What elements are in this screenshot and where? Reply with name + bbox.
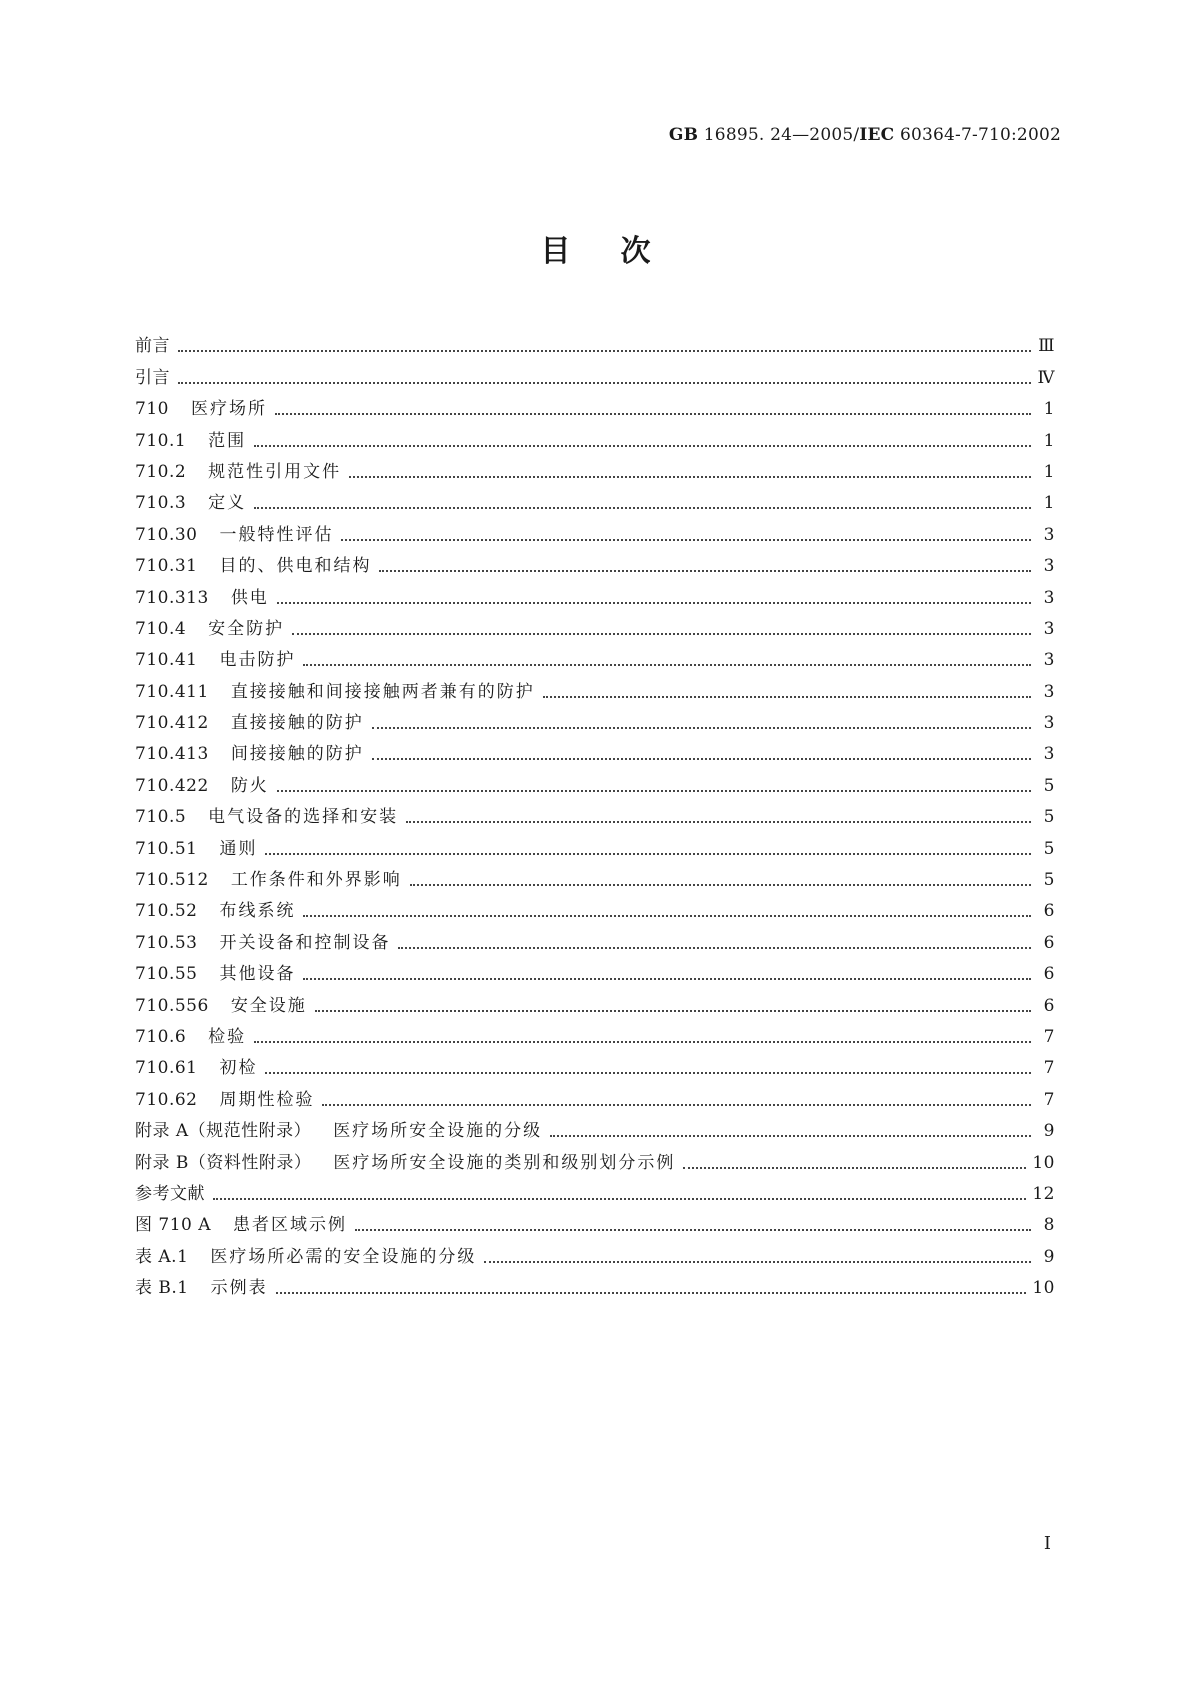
toc-entry[interactable] [135,609,1055,640]
toc-entry-label: 电气设备的选择和安装 [208,807,399,828]
toc-entry-number: 710.512 [135,870,209,891]
toc-leader-dots [303,977,1031,980]
toc-entry-page: 3 [1043,618,1055,639]
toc-leader-dots [355,1228,1031,1231]
toc-entry[interactable] [135,1205,1055,1236]
toc-leader-dots [292,632,1031,635]
toc-entry-label: 直接接触和间接接触两者兼有的防护 [230,681,535,702]
toc-entry-label: 目的、供电和结构 [219,556,372,577]
toc-entry-number: 附录 A（规范性附录） [135,1121,312,1142]
toc-entry[interactable] [135,1017,1055,1048]
toc-entry-label: 医疗场所 [190,399,267,420]
standard-code [669,125,1061,145]
page-title: 目次 [540,234,701,269]
toc-leader-dots [315,1009,1031,1012]
toc-leader-dots [372,757,1031,760]
toc-entry-label: 通则 [219,838,258,859]
toc-entry-number: 710.313 [135,587,209,608]
toc-entry-number: 710.53 [135,932,198,953]
toc-entry-label: 医疗场所安全设施的类别和级别划分示例 [333,1152,676,1173]
toc-entry-label: 布线系统 [219,901,296,922]
code-number: 16895. 24—2005/ [698,125,860,145]
toc-entry-label: 检验 [208,1026,247,1047]
page-number: I [1043,1533,1051,1554]
toc-entry-page: 3 [1043,556,1055,577]
toc-entry-number: 表 A.1 [135,1246,189,1267]
toc-entry-label: 周期性检验 [219,1089,315,1110]
toc-leader-dots [372,726,1031,729]
toc-entry-page: 1 [1043,399,1055,420]
toc-entry[interactable] [135,452,1055,483]
toc-entry-page: 8 [1043,1215,1055,1236]
toc-entry-page: 1 [1043,493,1055,514]
toc-entry-page: 7 [1043,1026,1055,1047]
toc-entry-label: 安全防护 [208,618,285,639]
toc-leader-dots [275,412,1031,415]
toc-entry-number: 710.422 [135,775,209,796]
toc-entry-page: 5 [1043,807,1055,828]
toc-entry[interactable] [135,985,1055,1016]
toc-entry[interactable] [135,1236,1055,1267]
toc-entry-label: 直接接触的防护 [230,713,364,734]
toc-entry-number: 引言 [135,367,170,388]
toc-entry[interactable] [135,734,1055,765]
toc-entry-number: 710.1 [135,430,187,451]
toc-entry-number: 710.4 [135,618,187,639]
toc-entry[interactable] [135,765,1055,796]
toc-entry-label: 工作条件和外界影响 [230,870,402,891]
toc-entry-label: 规范性引用文件 [208,461,342,482]
toc-leader-dots [341,538,1031,541]
toc-entry-label: 安全设施 [230,995,307,1016]
toc-entry-number: 710.52 [135,901,198,922]
toc-entry[interactable] [135,1079,1055,1110]
toc-leader-dots [303,914,1031,917]
toc-entry-page: Ⅲ [1038,336,1055,357]
toc-leader-dots [410,883,1031,886]
toc-entry[interactable] [135,1048,1055,1079]
toc-entry[interactable] [135,828,1055,859]
toc-entry-number: 710.556 [135,995,209,1016]
toc-leader-dots [254,506,1031,509]
toc-leader-dots [178,349,1031,352]
toc-entry-page: 3 [1043,744,1055,765]
toc-entry-page: 12 [1032,1183,1055,1204]
toc-entry-label: 防火 [230,775,269,796]
toc-entry-page: 10 [1032,1278,1055,1299]
toc-leader-dots [683,1166,1026,1169]
toc-leader-dots [543,695,1031,698]
toc-entry[interactable] [135,860,1055,891]
toc-entry-page: 3 [1043,650,1055,671]
toc-entry-page: 3 [1043,587,1055,608]
toc-entry[interactable] [135,389,1055,420]
toc-leader-dots [213,1197,1026,1200]
toc-entry[interactable] [135,922,1055,953]
toc-entry-number: 前言 [135,336,170,357]
toc-entry[interactable] [135,483,1055,514]
toc-entry[interactable] [135,1174,1055,1205]
toc-entry[interactable] [135,546,1055,577]
toc-entry-page: 6 [1043,964,1055,985]
toc-entry-label: 医疗场所安全设施的分级 [333,1121,543,1142]
toc-entry[interactable] [135,671,1055,702]
toc-entry-label: 供电 [230,587,269,608]
toc-entry-number: 参考文献 [135,1183,205,1204]
toc-leader-dots [550,1134,1031,1137]
toc-leader-dots [178,381,1031,384]
toc-entry-page: 6 [1043,901,1055,922]
toc-entry-page: 3 [1043,713,1055,734]
toc-entry-page: 1 [1043,461,1055,482]
toc-entry-page: 6 [1043,995,1055,1016]
toc-entry-number: 710.55 [135,964,198,985]
toc-entry-number: 710.413 [135,744,209,765]
toc-entry-number: 表 B.1 [135,1278,189,1299]
toc-entry[interactable] [135,514,1055,545]
toc-entry-label: 范围 [208,430,247,451]
toc-leader-dots [303,663,1031,666]
toc-entry-page: 3 [1043,524,1055,545]
toc-entry-label: 间接接触的防护 [230,744,364,765]
toc-entry-label: 开关设备和控制设备 [219,932,391,953]
toc-leader-dots [265,852,1031,855]
toc-entry-page: 5 [1043,870,1055,891]
toc-entry[interactable] [135,891,1055,922]
toc-entry[interactable] [135,577,1055,608]
toc-entry[interactable] [135,420,1055,451]
toc-entry-page: 10 [1032,1152,1055,1173]
toc-leader-dots [484,1260,1031,1263]
toc-entry-number: 710.62 [135,1089,198,1110]
toc-entry-label: 初检 [219,1058,258,1079]
toc-entry-page: 9 [1043,1246,1055,1267]
toc-entry-page: 5 [1043,838,1055,859]
table-of-contents [135,326,1055,1299]
toc-entry[interactable] [135,1142,1055,1173]
toc-entry-page: 5 [1043,775,1055,796]
toc-leader-dots [276,1291,1027,1294]
toc-entry-number: 710.61 [135,1058,198,1079]
code-prefix: GB [668,125,699,145]
toc-entry[interactable] [135,640,1055,671]
toc-leader-dots [254,444,1031,447]
toc-entry-page: 7 [1043,1058,1055,1079]
toc-leader-dots [265,1071,1031,1074]
toc-entry-label: 示例表 [210,1278,268,1299]
toc-entry[interactable] [135,357,1055,388]
toc-leader-dots [254,1040,1031,1043]
toc-entry[interactable] [135,954,1055,985]
toc-entry-number: 710.2 [135,461,187,482]
toc-leader-dots [277,789,1031,792]
toc-entry-label: 一般特性评估 [219,524,334,545]
toc-entry-number: 710.412 [135,713,209,734]
code-iec-number: 60364-7-710:2002 [894,125,1061,145]
toc-leader-dots [379,569,1031,572]
toc-entry-label: 患者区域示例 [233,1215,348,1236]
code-iec: IEC [859,125,895,145]
toc-entry-number: 710.30 [135,524,198,545]
toc-entry-number: 710.411 [135,681,209,702]
toc-entry-page: 3 [1043,681,1055,702]
toc-entry-number: 710 [135,399,169,420]
toc-entry-page: 9 [1043,1121,1055,1142]
toc-entry-label: 定义 [208,493,247,514]
toc-entry-number: 图 710 A [135,1215,212,1236]
toc-entry[interactable] [135,1111,1055,1142]
toc-leader-dots [322,1103,1031,1106]
toc-entry-number: 710.6 [135,1026,187,1047]
toc-entry[interactable] [135,326,1055,357]
toc-entry[interactable] [135,1268,1055,1299]
toc-entry-label: 医疗场所必需的安全设施的分级 [210,1246,477,1267]
toc-entry[interactable] [135,703,1055,734]
toc-entry-number: 710.41 [135,650,198,671]
toc-leader-dots [277,601,1031,604]
toc-entry-number: 710.51 [135,838,198,859]
toc-entry-page: 6 [1043,932,1055,953]
toc-leader-dots [398,946,1031,949]
toc-entry-page: Ⅳ [1037,367,1055,388]
toc-entry-number: 710.5 [135,807,187,828]
toc-entry-number: 附录 B（资料性附录） [135,1152,312,1173]
toc-entry-label: 电击防护 [219,650,296,671]
toc-leader-dots [406,820,1031,823]
toc-entry-page: 1 [1043,430,1055,451]
toc-entry-label: 其他设备 [219,964,296,985]
toc-entry-page: 7 [1043,1089,1055,1110]
toc-leader-dots [349,475,1031,478]
toc-entry-number: 710.3 [135,493,187,514]
toc-entry[interactable] [135,797,1055,828]
toc-entry-number: 710.31 [135,556,198,577]
